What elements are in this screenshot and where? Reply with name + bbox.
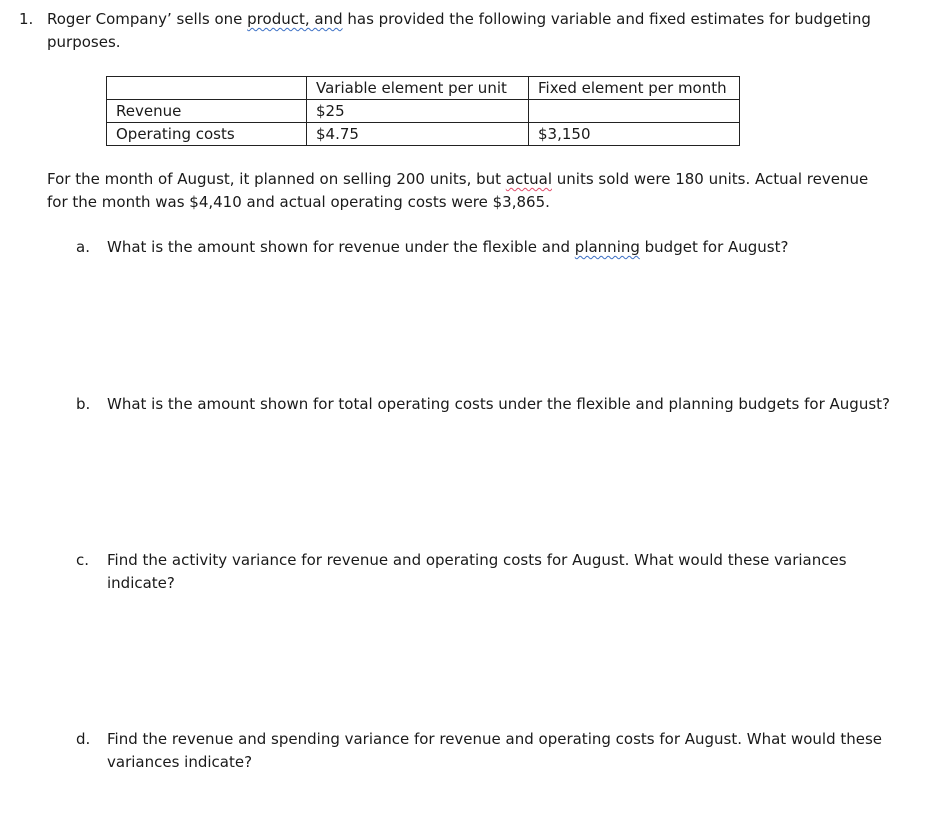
table-cell: [529, 100, 740, 123]
table-row: [107, 100, 740, 123]
question-intro-line-1: [47, 10, 871, 28]
table-header-row: [107, 77, 740, 100]
table-cell: $25: [307, 100, 529, 123]
sub-question-a-letter: a.: [76, 238, 90, 256]
intro-text-end: has provided the following variable and fixed estimates for budgeting: [342, 10, 871, 28]
sub-question-d-line-2: variances indicate?: [107, 753, 253, 771]
scenario-text-end: units sold were 180 units. Actual revenue: [552, 170, 869, 188]
grammar-flagged-text: product, and: [247, 10, 343, 28]
sub-question-b-letter: b.: [76, 395, 91, 413]
spelling-flagged-text: actual: [505, 170, 552, 188]
sub-question-d-line-1: Find the revenue and spending variance for revenue and operating costs for August. What would these: [107, 730, 883, 748]
question-intro-line-2: purposes.: [47, 33, 121, 51]
intro-text-start: Roger Company’ sells one: [47, 10, 248, 28]
scenario-text-start: For the month of August, it planned on selling 200 units, but: [47, 170, 506, 188]
sub-question-b-text: What is the amount shown for total operating costs under the flexible and planning budgets for August?: [107, 395, 890, 413]
table-header-cell: Fixed element per month: [529, 77, 740, 100]
sub-question-c-line-2: indicate?: [107, 574, 175, 592]
table-cell: $4.75: [307, 123, 529, 146]
sub-question-c-letter: c.: [76, 551, 90, 569]
table-cell: Revenue: [107, 100, 307, 123]
question-number: 1.: [19, 10, 34, 28]
scenario-line-1: [47, 170, 868, 188]
table-cell: $3,150: [529, 123, 740, 146]
table-header-cell: [107, 77, 307, 100]
table-cell: Operating costs: [107, 123, 307, 146]
table-header-cell: Variable element per unit: [307, 77, 529, 100]
budget-estimates-table: [106, 76, 740, 146]
table-row: [107, 123, 740, 146]
sub-question-c-line-1: Find the activity variance for revenue and operating costs for August. What would these variances: [107, 551, 847, 569]
scenario-line-2: for the month was $4,410 and actual operating costs were $3,865.: [47, 193, 550, 211]
sub-question-d-letter: d.: [76, 730, 91, 748]
sub-question-a-text: [107, 238, 788, 256]
grammar-flagged-text: planning: [574, 238, 640, 256]
sub-question-a-text-start: What is the amount shown for revenue under the flexible and: [107, 238, 575, 256]
sub-question-a-text-end: budget for August?: [639, 238, 789, 256]
